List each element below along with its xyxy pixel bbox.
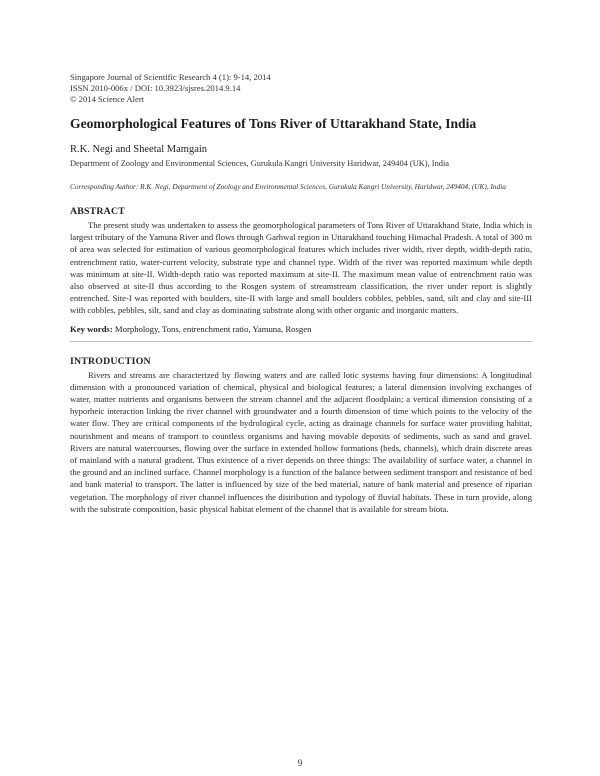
journal-citation: Singapore Journal of Scientific Research 4 (1): 9-14, 2014 bbox=[70, 72, 271, 82]
keywords bbox=[70, 324, 532, 334]
journal-copyright: © 2014 Science Alert bbox=[70, 94, 145, 104]
paper-authors: R.K. Negi and Sheetal Mamgain bbox=[70, 144, 208, 155]
page-number: 9 bbox=[297, 758, 303, 768]
journal-issn: ISSN 2010-006x / DOI: 10.3923/sjsres.2014.9.14 bbox=[70, 83, 241, 93]
abstract-heading: ABSTRACT bbox=[70, 206, 125, 217]
introduction-heading: INTRODUCTION bbox=[70, 355, 151, 367]
section-divider bbox=[70, 341, 532, 342]
author-affiliation: Department of Zoology and Environmental Sciences, Gurukula Kangri University Haridwar, 249404 (UK), India bbox=[70, 159, 449, 168]
abstract-body bbox=[70, 219, 532, 317]
introduction-text: Rivers and streams are characterized by flowing waters and are called lotic systems having four dimensions: A longitudinal dimension with a pronounced variation of chemical, physical and biological features; a lateral dimension involving exchanges of water, matter nutrients and organisms between the stream channel and the adjacent floodplain; a vertical dimension consisting of a hyporheic interaction linking the river channel with groundwater and a fourth dimension of time which points to the velocity of the water flow. They are critical components of the hydrological cycle, acting as drainage channels for surface water providing habitat, nourishment and means of transport to countless organisms and having movable deposits of sediments, such as sand and gravel. Rivers are natural watercourses, flowing over the surface in extended hollow formations (beds, channels), which drain discrete areas of mainland with a natural gradient. Thus existence of a river depends on three things: The availability of surface water, a channel in the ground and an inclined surface. Channel morphology is a function of the balance between sediment transport and resistance of bed and bank material to transport. The latter is influenced by size of the bed material, nature of bank material and presence of riparian vegetation. The morphology of river channel influences the distribution and typology of fluvial habitats. These in turn provide, along with the substrate composition, basic physical habitat element of the channel that is available for stream biota. bbox=[70, 369, 532, 514]
keywords-label: Key words: bbox=[70, 323, 113, 334]
keywords-text: Morphology, Tons, entrenchment ratio, Yamuna, Rosgen bbox=[114, 323, 312, 334]
introduction-body bbox=[70, 369, 532, 515]
corresponding-author: Corresponding Author: R.K. Negi, Department of Zoology and Environmental Sciences, Gurukula Kangri University, Haridwar, 249404, (UK), India bbox=[70, 181, 506, 191]
paper-page bbox=[70, 72, 532, 515]
journal-info bbox=[70, 72, 532, 105]
paper-title: Geomorphological Features of Tons River of Uttarakhand State, India bbox=[70, 116, 477, 131]
abstract-text: The present study was undertaken to assess the geomorphological parameters of Tons River of Uttarakhand State, India which is largest tributary of the Yamuna River and flows through Garhwal region in Uttarakhand touching Himachal Pradesh. A total of 300 m of area was selected for estimation of various geomorphological features which includes river width, river depth, width-depth ratio, entrenchment ratio, water-current velocity, substrate type and channel type. Width of the river was reported maximum while depth was minimum at site-II. Width-depth ratio was reported maximum at site-II. The maximum mean value of entrenchment ratio was also observed at site-II thus according to the Rosgen system of streamstream classification, the river under report is slightly entrenched. Site-I was reported with boulders, site-II with large and small boulders cobbles, pebbles, sand, silt and clay and site-III with cobbles, pebbles, silt, sand and clay as dominating substrate along with other organic and inorganic matters. bbox=[70, 220, 532, 316]
